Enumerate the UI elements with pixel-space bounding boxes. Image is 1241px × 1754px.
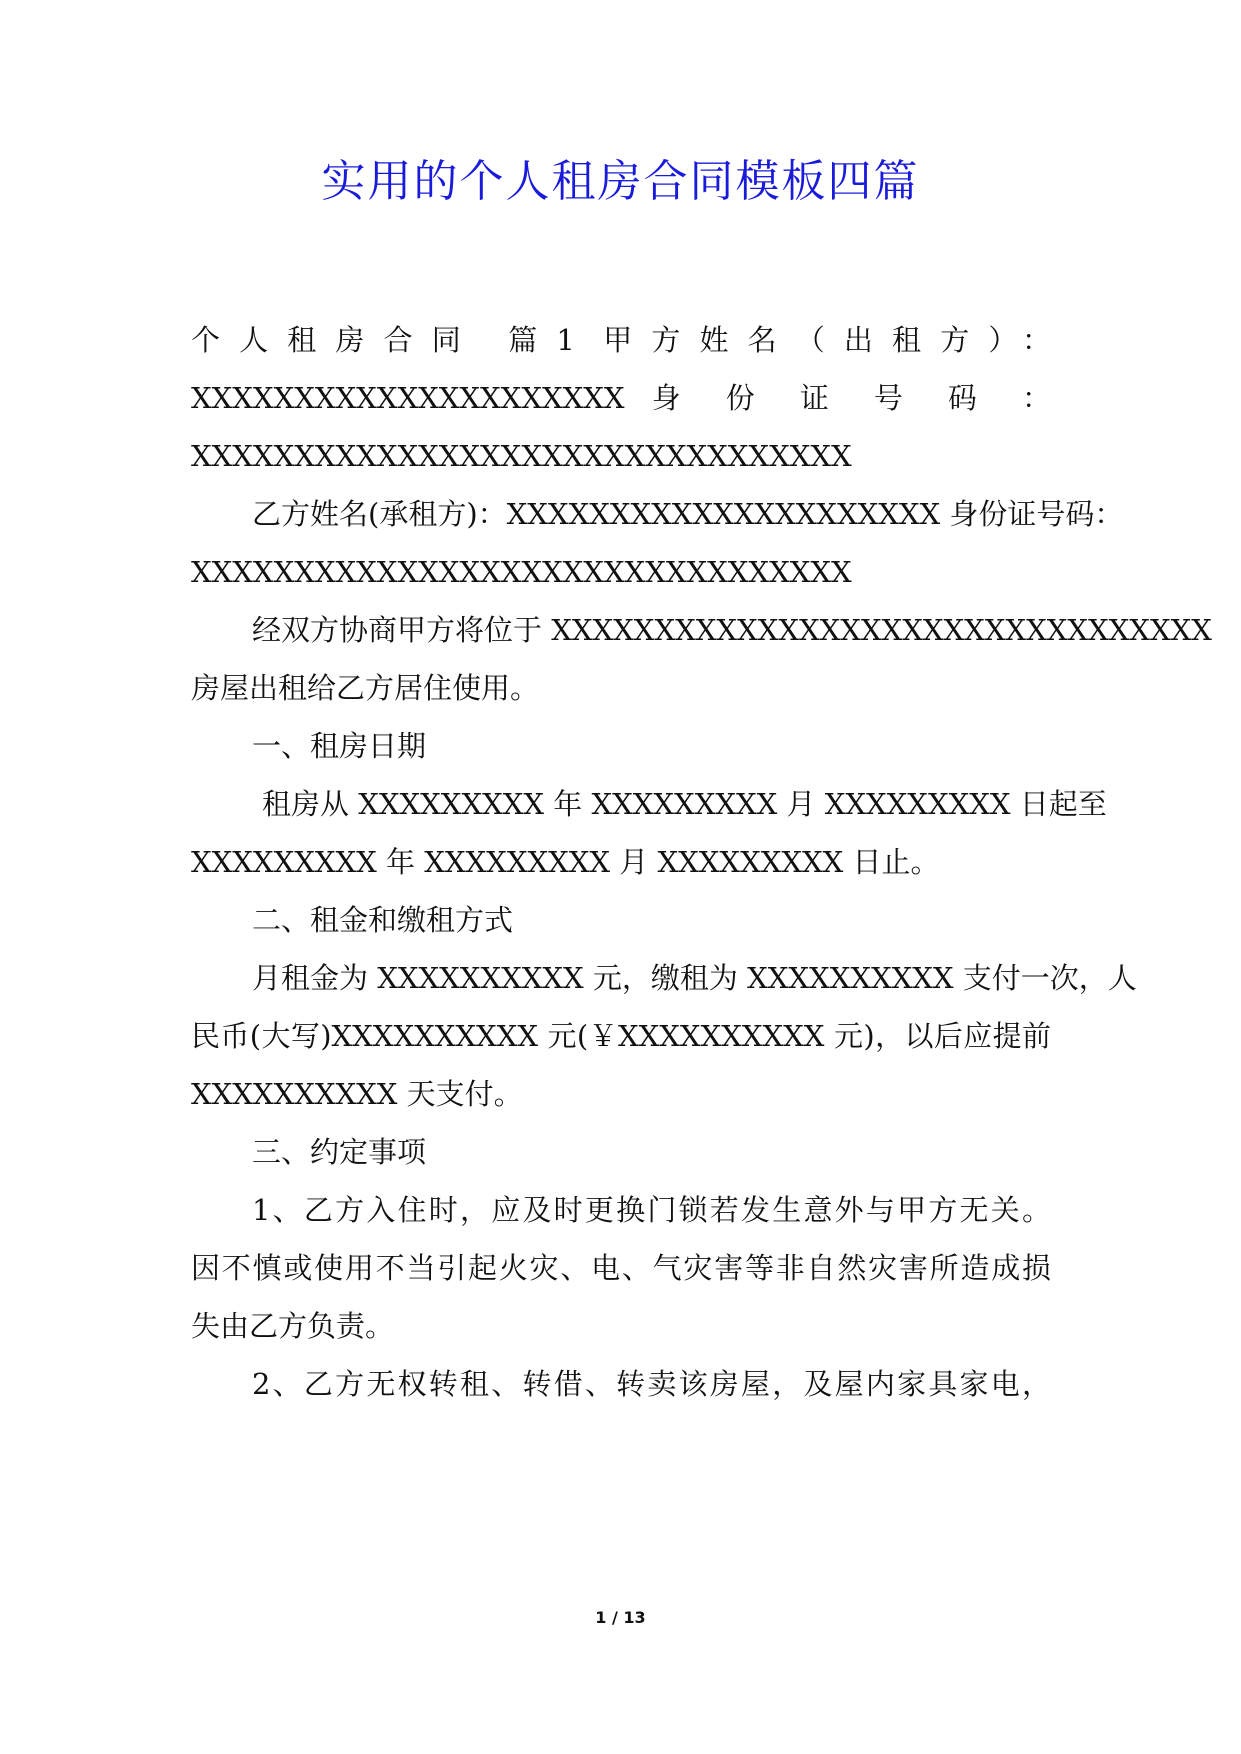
text-line: 租房从 XXXXXXXXX 年 XXXXXXXXX 月 XXXXXXXXX 日起至 bbox=[262, 787, 1107, 821]
page-number: 1 / 13 bbox=[595, 1608, 646, 1627]
text-line: 2、乙方无权转租、转借、转卖该房屋，及屋内家具家电， bbox=[252, 1367, 1051, 1401]
document-title: 实用的个人租房合同模板四篇 bbox=[321, 156, 920, 207]
section-heading: 一、租房日期 bbox=[252, 729, 427, 763]
text-line: 乙方姓名(承租方)：XXXXXXXXXXXXXXXXXXXXX 身份证号码： bbox=[252, 497, 1124, 531]
text-line: XXXXXXXXXXXXXXXXXXXXX 身 份 证 号 码 ： bbox=[191, 381, 1051, 415]
text-line: 月租金为 XXXXXXXXXX 元，缴租为 XXXXXXXXXX 支付一次，人 bbox=[252, 961, 1137, 995]
text-line: 失由乙方负责。 bbox=[191, 1309, 395, 1343]
text-line: XXXXXXXXXXXXXXXXXXXXXXXXXXXXXXXX bbox=[191, 555, 852, 589]
section-heading: 二、租金和缴租方式 bbox=[252, 903, 514, 937]
text-line: 1、乙方入住时，应及时更换门锁若发生意外与甲方无关。 bbox=[252, 1193, 1051, 1227]
text-line: 经双方协商甲方将位于 XXXXXXXXXXXXXXXXXXXXXXXXXXXXXXXX bbox=[252, 613, 1212, 647]
text-line: XXXXXXXXX 年 XXXXXXXXX 月 XXXXXXXXX 日止。 bbox=[191, 845, 940, 879]
text-line: XXXXXXXXXXXXXXXXXXXXXXXXXXXXXXXX bbox=[191, 439, 852, 473]
text-line: 民币(大写)XXXXXXXXXX 元(￥XXXXXXXXXX 元)，以后应提前 bbox=[191, 1019, 1051, 1053]
text-line: 因不慎或使用不当引起火灾、电、气灾害等非自然灾害所造成损 bbox=[191, 1251, 1051, 1285]
text-line: 房屋出租给乙方居住使用。 bbox=[191, 671, 540, 705]
text-line: XXXXXXXXXX 天支付。 bbox=[191, 1077, 523, 1111]
section-heading: 三、约定事项 bbox=[252, 1135, 427, 1169]
text-line: 个人租房合同 篇1 甲方姓名（出租方）： bbox=[191, 323, 1051, 357]
